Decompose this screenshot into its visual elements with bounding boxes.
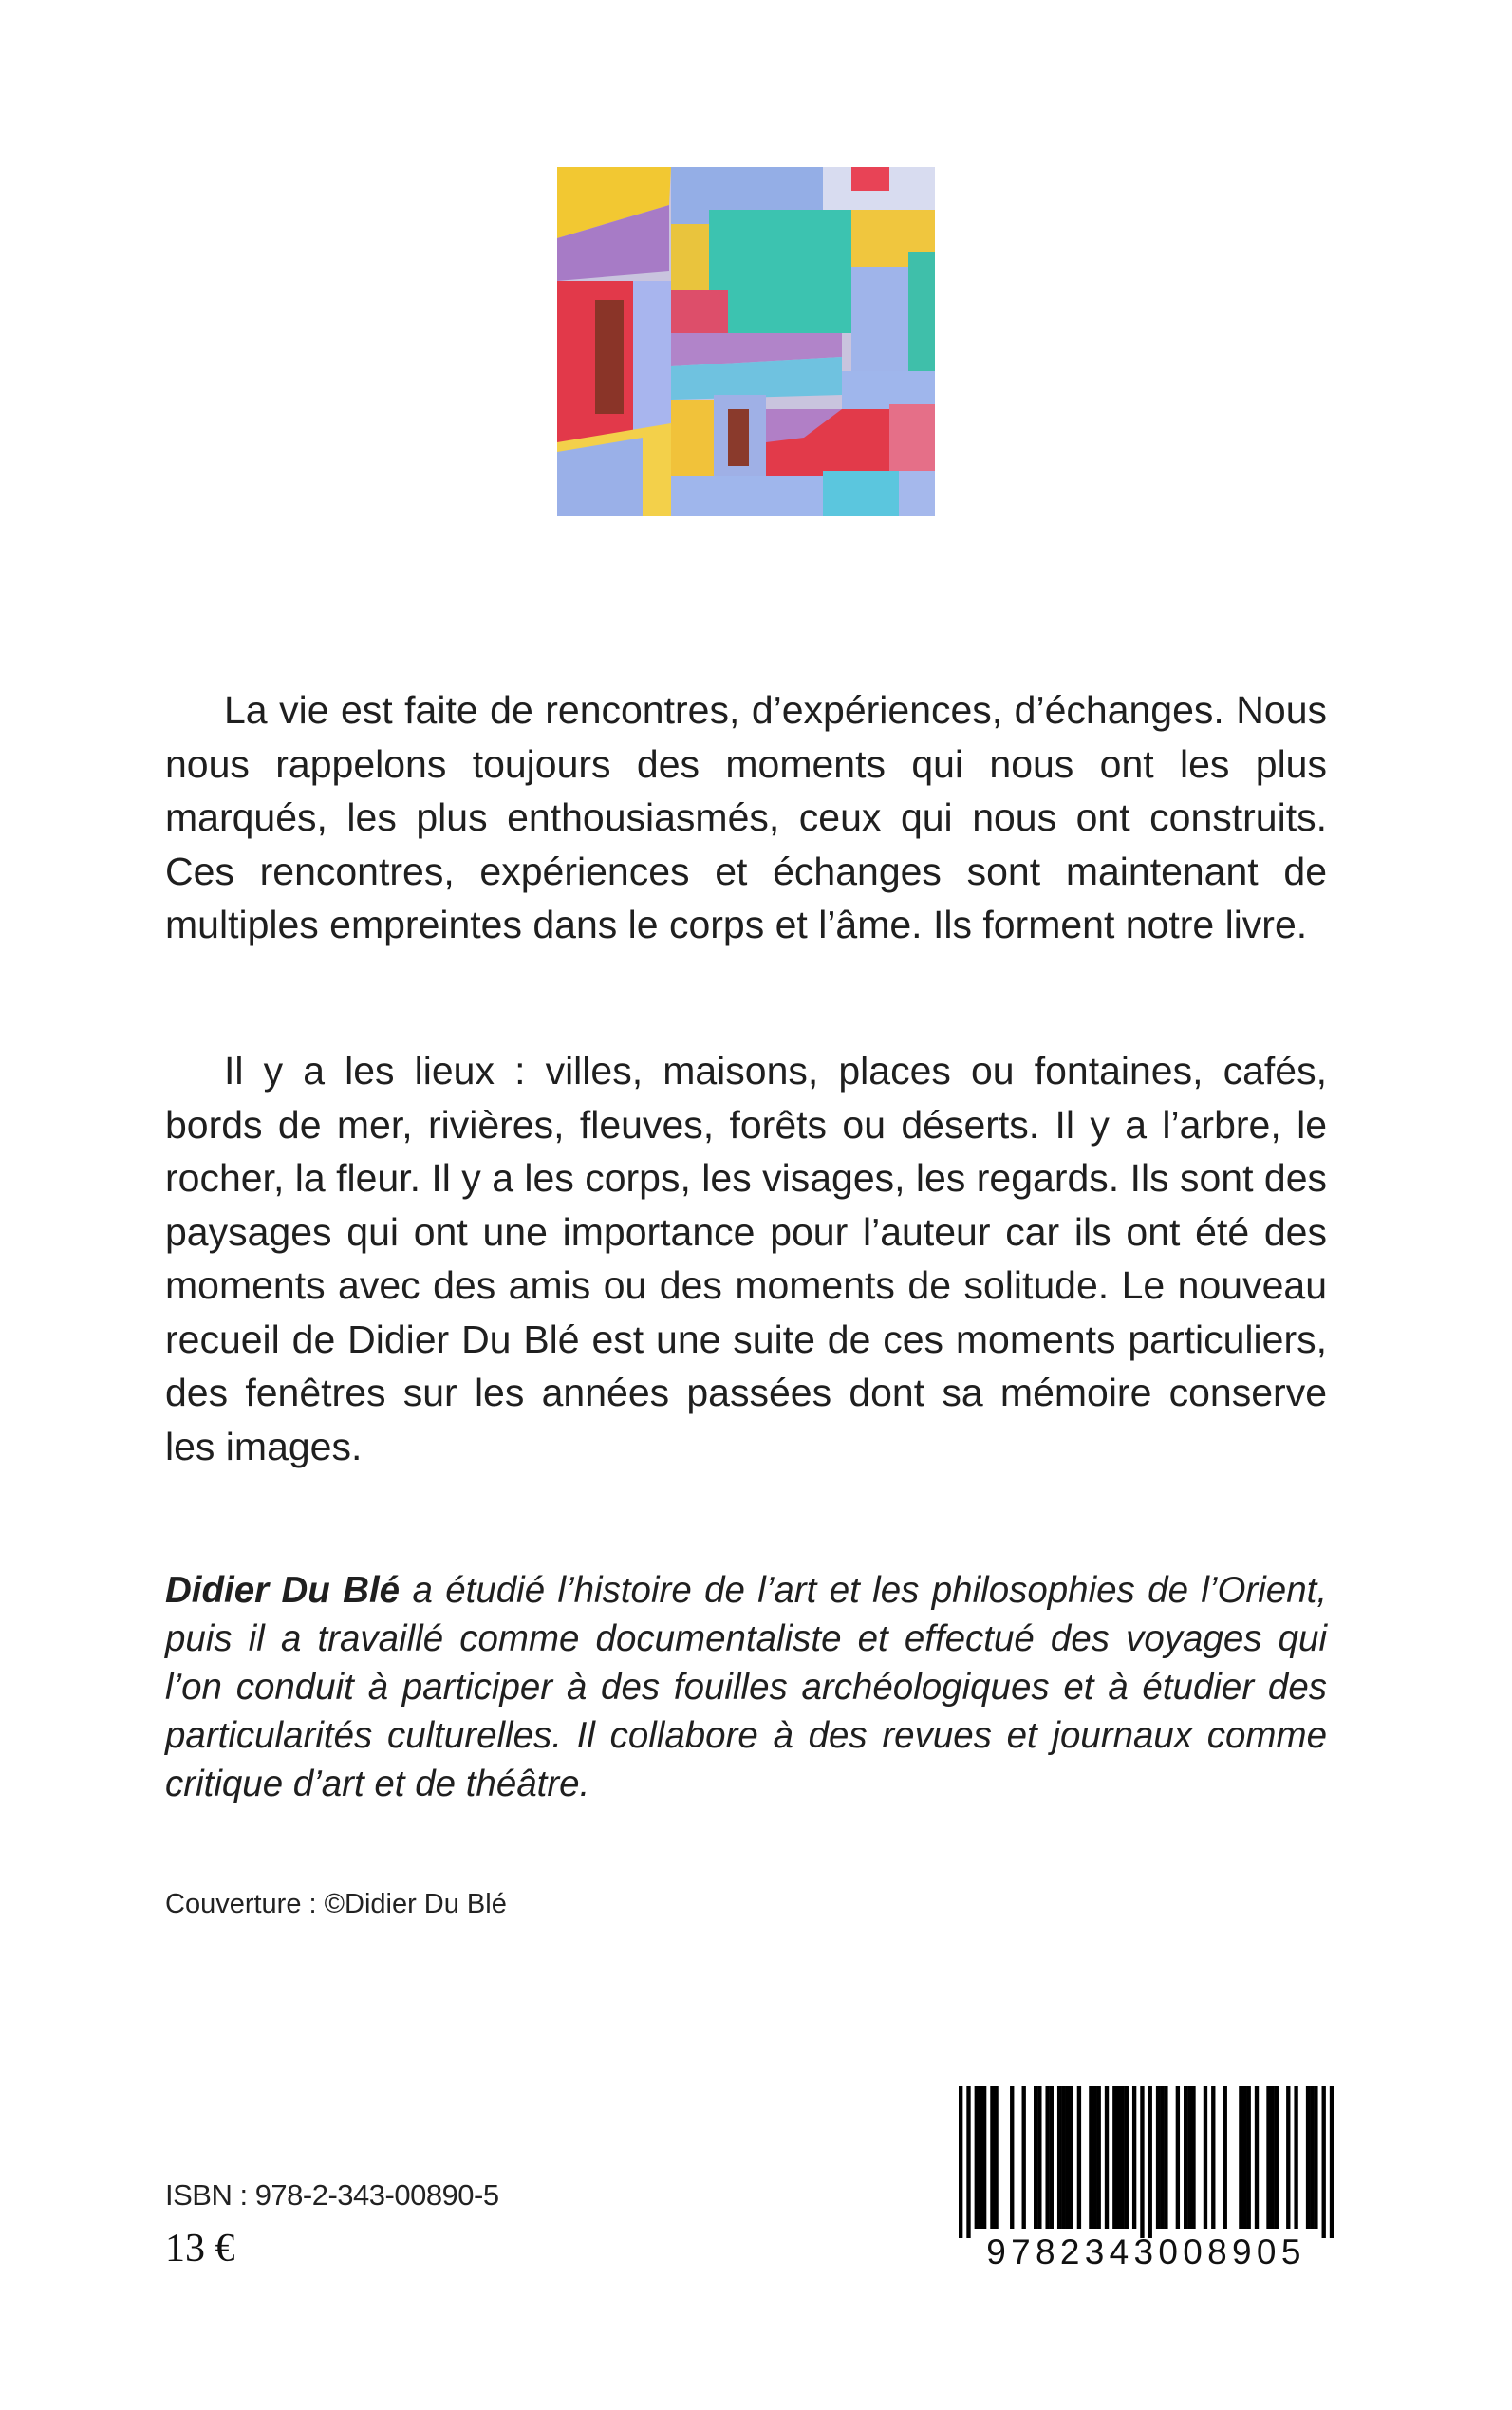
barcode-bar [1156, 2086, 1160, 2229]
abstract-painting-image [557, 167, 935, 516]
barcode-bar [1330, 2086, 1334, 2238]
cover-painting [557, 167, 935, 516]
author-bio-text: a étudié l’histoire de l’art et les philosophies de l’Orient, puis il a travaillé comme documentaliste et effectué des voyages qui l’on conduit à participer à des fouilles archéologiques et à étudier des particularités culturelles. Il collabore à des revues et journaux comme critique d’art et de théâtre. [165, 1570, 1328, 1804]
barcode-bar [1116, 2086, 1120, 2229]
barcode-bar [1164, 2086, 1167, 2229]
barcode-bar [1057, 2086, 1061, 2229]
barcode-bar [959, 2086, 962, 2238]
barcode-bar [1211, 2086, 1215, 2229]
barcode-bar [1105, 2086, 1109, 2229]
barcode-bar [1314, 2086, 1317, 2229]
barcode-bar [979, 2086, 982, 2229]
barcode-bar [982, 2086, 986, 2229]
barcode-bar [1270, 2086, 1274, 2229]
barcode-bar [1097, 2086, 1101, 2229]
barcode-bar [1132, 2086, 1136, 2229]
barcode-bar [1286, 2086, 1290, 2229]
price-label: 13 € [165, 2227, 235, 2270]
barcode-bar [1239, 2086, 1242, 2229]
barcode-bar [975, 2086, 979, 2229]
barcode-bar [1242, 2086, 1246, 2229]
barcode-bar [990, 2086, 994, 2229]
barcode-bar [1010, 2086, 1014, 2229]
barcode-bar [1176, 2086, 1180, 2229]
blurb-text-1: La vie est faite de rencontres, d’expériences, d’échanges. Nous nous rappelons toujours des moments qui nous ont les plus marqués, les plus enthousiasmés, ceux qui nous ont construits. Ces rencontres, expériences et échanges sont maintenant de multiples empreintes dans le corps et l’âme. Ils forment notre livre. [165, 688, 1327, 946]
barcode-bar [1045, 2086, 1049, 2229]
barcode-bar [1294, 2086, 1297, 2229]
barcode-bar [1184, 2086, 1187, 2229]
barcode-bar [1204, 2086, 1207, 2229]
barcode-bar [1061, 2086, 1065, 2229]
barcode-bar [1034, 2086, 1037, 2229]
barcode-bar [1266, 2086, 1270, 2229]
barcode-bar [1050, 2086, 1054, 2229]
blurb-paragraph-2 [165, 1044, 1327, 1473]
isbn-label: ISBN : 978-2-343-00890-5 [165, 2178, 499, 2212]
barcode-bar [1275, 2086, 1279, 2229]
author-bio [165, 1566, 1327, 1808]
barcode-bar [1077, 2086, 1081, 2229]
barcode-bars [959, 2086, 1334, 2238]
barcode-bar [1322, 2086, 1326, 2238]
cover-credit: Couverture : ©Didier Du Blé [165, 1889, 507, 1919]
barcode-bar [1191, 2086, 1195, 2229]
barcode-bar [1125, 2086, 1129, 2229]
barcode-bar [1112, 2086, 1116, 2229]
barcode-digits: 9782343008905 [986, 2233, 1306, 2271]
barcode-bar [1120, 2086, 1124, 2229]
barcode-bar [1247, 2086, 1251, 2229]
barcode-bar [1255, 2086, 1259, 2229]
barcode-bar [1140, 2086, 1144, 2238]
barcode-bar [1092, 2086, 1096, 2229]
barcode-bar [1187, 2086, 1191, 2229]
barcode-bar [1160, 2086, 1164, 2229]
blurb-text-2: Il y a les lieux : villes, maisons, places ou fontaines, cafés, bords de mer, rivières, fleuves, forêts ou déserts. Il y a l’arbre, le rocher, la fleur. Il y a les corps, les visages, les regards. Ils sont des paysages qui ont une importance pour l’auteur car ils ont été des moments avec des amis ou des moments de solitude. Le nouveau recueil de Didier Du Blé est une suite de ces moments particuliers, des fenêtres sur les années passées dont sa mémoire conserve les images. [165, 1049, 1327, 1468]
barcode-bar [1089, 2086, 1092, 2229]
blurb-paragraph-1 [165, 683, 1327, 952]
barcode-bar [1306, 2086, 1310, 2229]
author-name: Didier Du Blé [165, 1570, 401, 1611]
barcode-bar [1223, 2086, 1227, 2229]
barcode-bar [1310, 2086, 1314, 2229]
barcode-bar [994, 2086, 998, 2229]
barcode-bar [1022, 2086, 1026, 2229]
barcode-bar [966, 2086, 970, 2238]
barcode-bar [1037, 2086, 1041, 2229]
barcode-bar [1148, 2086, 1152, 2238]
isbn-barcode [959, 2086, 1334, 2276]
barcode-bar [1069, 2086, 1073, 2229]
barcode-bar [1065, 2086, 1069, 2229]
